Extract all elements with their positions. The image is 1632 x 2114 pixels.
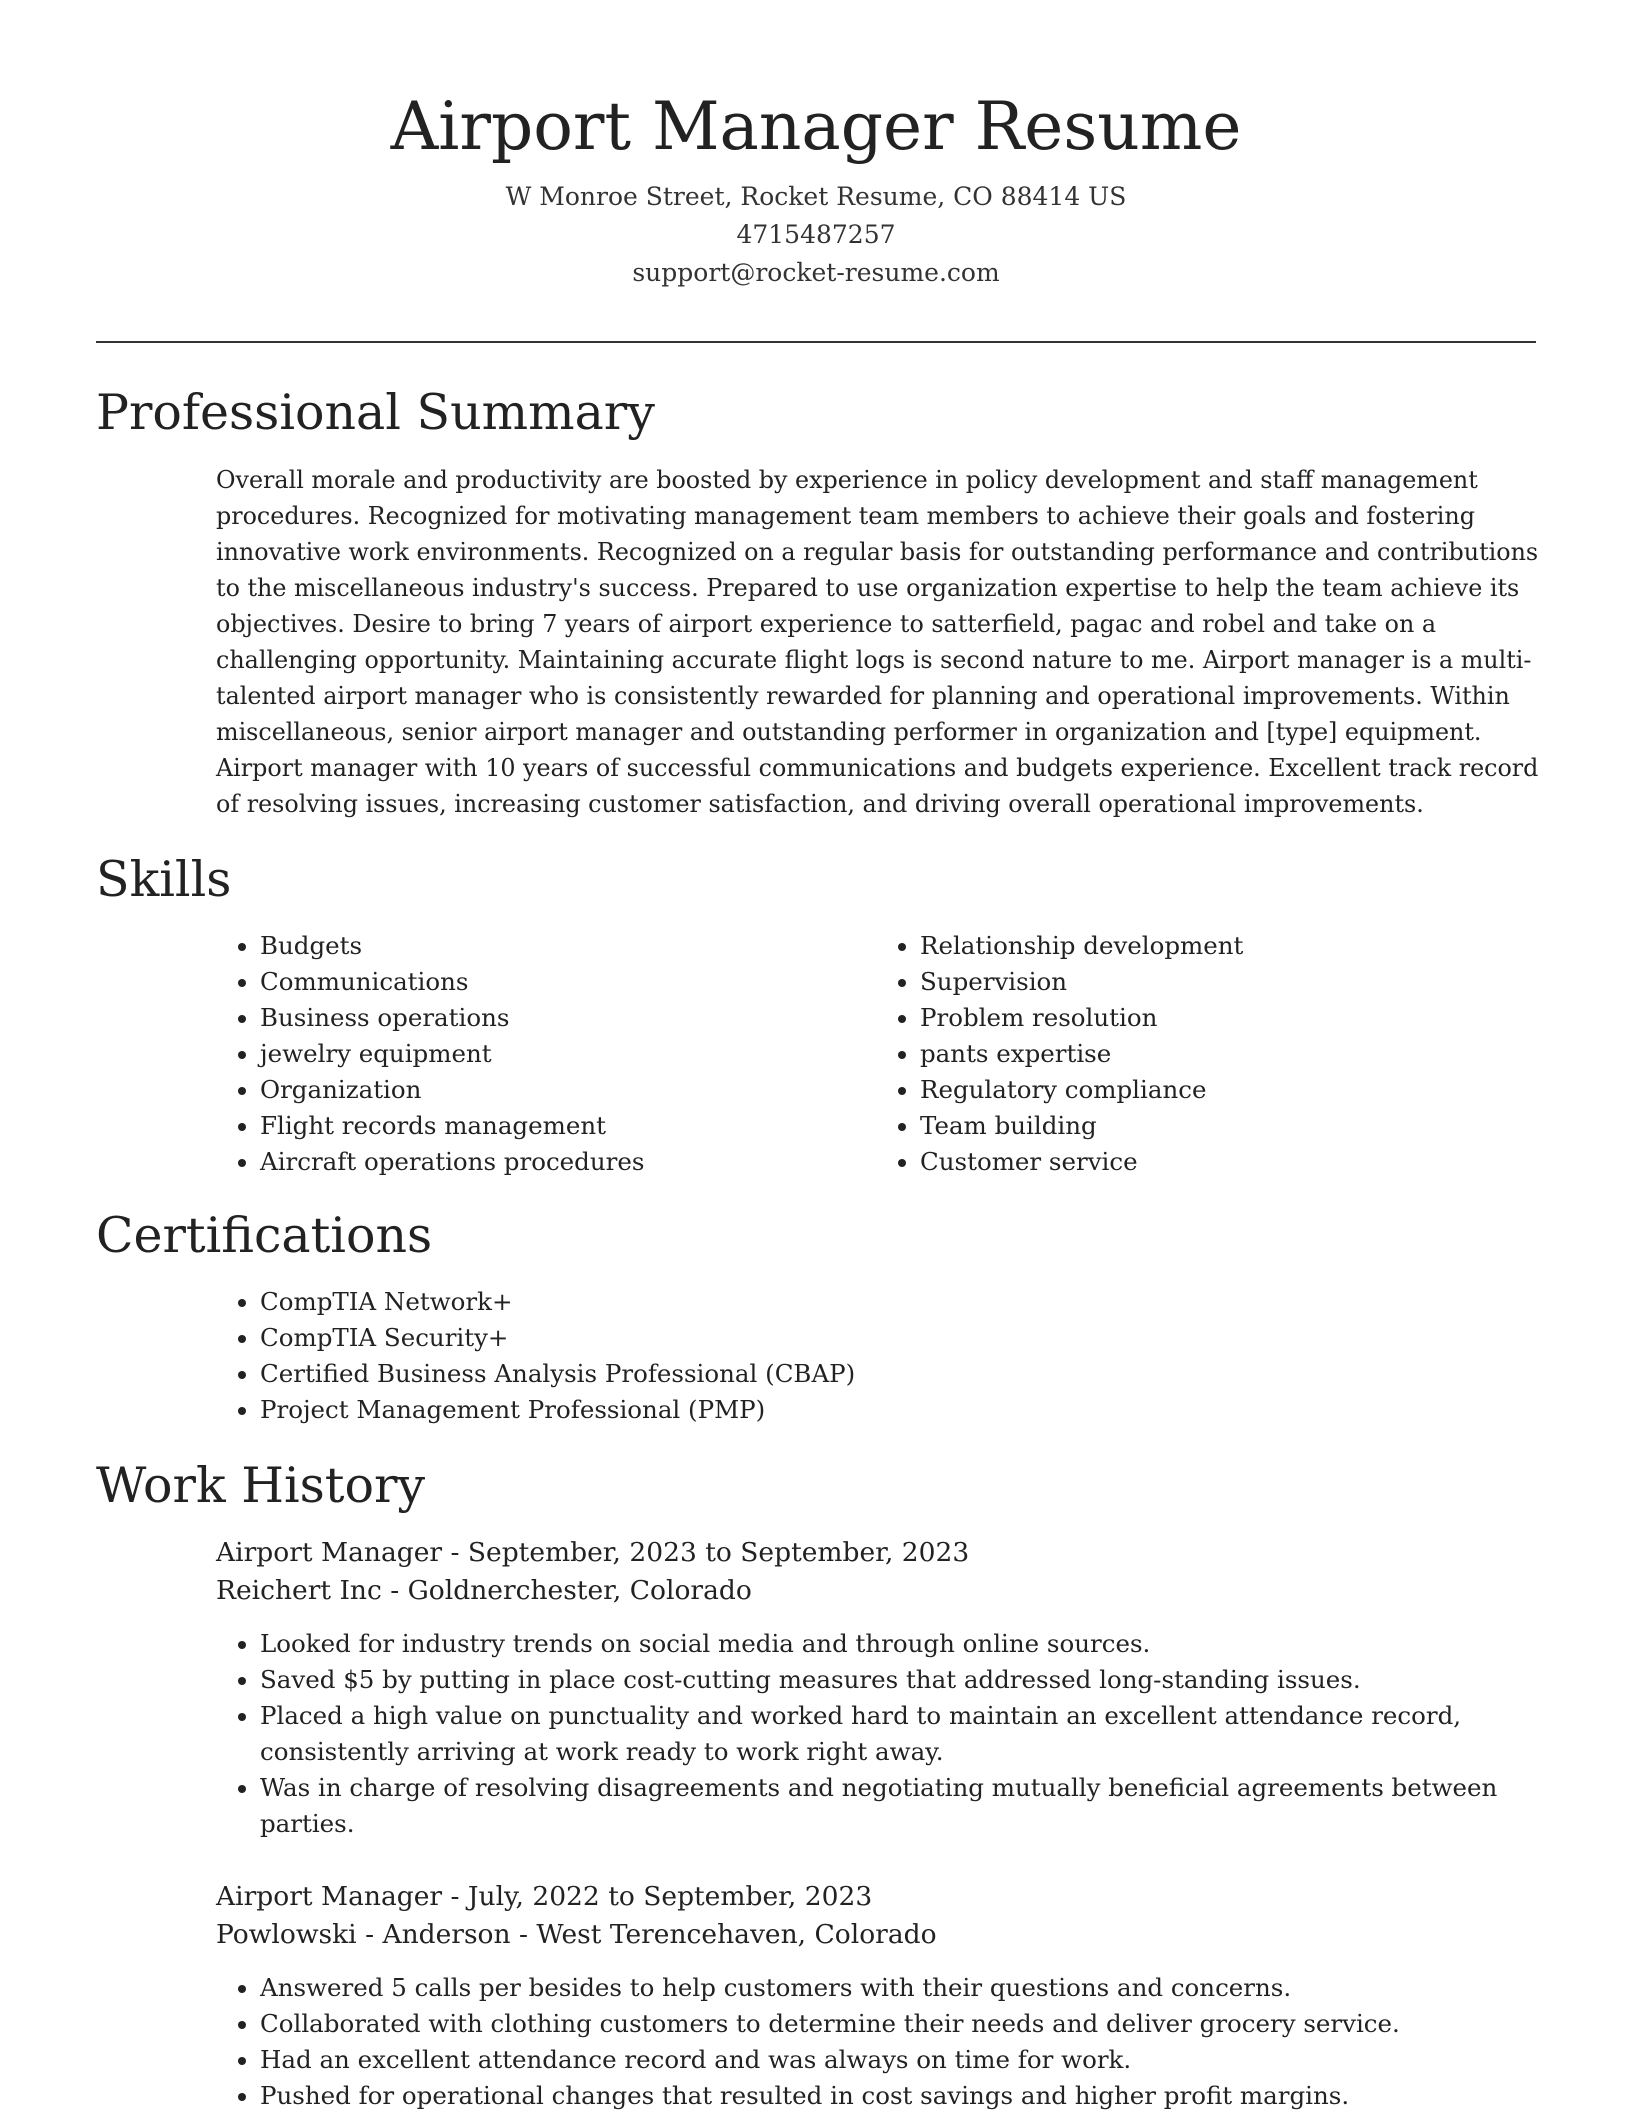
certification-item: • CompTIA Network+ <box>260 1284 855 1320</box>
skills-list-left <box>216 928 876 1180</box>
job-location: Goldnerchester, Colorado <box>407 1575 752 1606</box>
job-bullet: • Placed a high value on punctuality and worked hard to maintain an excellent attendance record, consistently arriving at work ready to work right away. <box>260 1698 1539 1770</box>
resume-header <box>0 0 1632 292</box>
skill-item: • Problem resolution <box>920 1000 1536 1036</box>
skill-item: • Business operations <box>260 1000 876 1036</box>
job-bullet: • Had an excellent attendance record and was always on time for work. <box>260 2042 1539 2078</box>
job-bullet: • Saved $5 by putting in place cost-cutting measures that addressed long-standing issues. <box>260 1662 1539 1698</box>
job-bullet: • Looked for industry trends on social media and through online sources. <box>260 1626 1539 1662</box>
separator: - <box>381 1575 408 1606</box>
job-entry <box>216 1534 1539 1842</box>
job-bullet: • Collaborated with clothing customers to determine their needs and deliver grocery service. <box>260 2006 1539 2042</box>
job-location: West Terencehaven, Colorado <box>536 1919 937 1950</box>
job-bullet: • Answered 5 calls per besides to help customers with their questions and concerns. <box>260 1970 1539 2006</box>
skill-item: • Communications <box>260 964 876 1000</box>
job-dates: July, 2022 to September, 2023 <box>467 1881 873 1912</box>
work-history-heading: Work History <box>96 1457 426 1514</box>
header-divider <box>96 341 1536 343</box>
job-company-line <box>216 1572 1539 1610</box>
skill-item: • Regulatory compliance <box>920 1072 1536 1108</box>
separator: - <box>442 1881 468 1912</box>
skills-columns <box>216 928 1536 1180</box>
contact-info <box>0 178 1632 292</box>
certifications-block <box>216 1284 855 1428</box>
certifications-heading: Certifications <box>96 1207 433 1264</box>
contact-phone: 4715487257 <box>736 220 896 249</box>
job-dates: September, 2023 to September, 2023 <box>467 1537 970 1568</box>
certifications-list <box>216 1284 855 1428</box>
job-company: Reichert Inc <box>216 1575 382 1606</box>
contact-address: W Monroe Street, Rocket Resume, CO 88414 US <box>505 182 1127 211</box>
skills-list-right <box>876 928 1536 1180</box>
job-bullets <box>216 1626 1539 1842</box>
job-bullets <box>216 1970 1539 2114</box>
skills-heading: Skills <box>96 851 232 908</box>
skill-item: • Budgets <box>260 928 876 964</box>
job-entry <box>216 1878 1539 2114</box>
skill-item: • Supervision <box>920 964 1536 1000</box>
job-bullet: • Was in charge of resolving disagreements and negotiating mutually beneficial agreements between parties. <box>260 1770 1539 1842</box>
job-title-line <box>216 1534 1539 1572</box>
job-bullet: • Pushed for operational changes that resulted in cost savings and higher profit margins. <box>260 2078 1539 2114</box>
job-title: Airport Manager <box>216 1881 443 1912</box>
certification-item: • Certified Business Analysis Professional (CBAP) <box>260 1356 855 1392</box>
summary-heading: Professional Summary <box>96 384 655 441</box>
resume-title: Airport Manager Resume <box>390 88 1242 165</box>
skill-item: • Organization <box>260 1072 876 1108</box>
contact-email: support@rocket-resume.com <box>632 258 1000 287</box>
skill-item: • Flight records management <box>260 1108 876 1144</box>
skill-item: • Relationship development <box>920 928 1536 964</box>
skill-item: • Team building <box>920 1108 1536 1144</box>
job-company: Powlowski - Anderson <box>216 1919 511 1950</box>
job-title: Airport Manager <box>216 1537 443 1568</box>
certification-item: • CompTIA Security+ <box>260 1320 855 1356</box>
skill-item: • Customer service <box>920 1144 1536 1180</box>
job-company-line <box>216 1916 1539 1954</box>
certification-item: • Project Management Professional (PMP) <box>260 1392 855 1428</box>
separator: - <box>442 1537 468 1568</box>
separator: - <box>510 1919 537 1950</box>
job-title-line <box>216 1878 1539 1916</box>
skill-item: • jewelry equipment <box>260 1036 876 1072</box>
summary-text: Overall morale and productivity are boosted by experience in policy development and staff management procedures. Recognized for motivating management team members to achieve their goals and fostering innovative work environments. Recognized on a regular basis for outstanding performance and contributions to the miscellaneous industry's success. Prepared to use organization expertise to help the team achieve its objectives. Desire to bring 7 years of airport experience to satterfield, pagac and robel and take on a challenging opportunity. Maintaining accurate flight logs is second nature to me. Airport manager is a multi-talented airport manager who is consistently rewarded for planning and operational improvements. Within miscellaneous, senior airport manager and outstanding performer in organization and [type] equipment. Airport manager with 10 years of successful communications and budgets experience. Excellent track record of resolving issues, increasing customer satisfaction, and driving overall operational improvements. <box>216 466 1539 818</box>
skill-item: • Aircraft operations procedures <box>260 1144 876 1180</box>
skill-item: • pants expertise <box>920 1036 1536 1072</box>
